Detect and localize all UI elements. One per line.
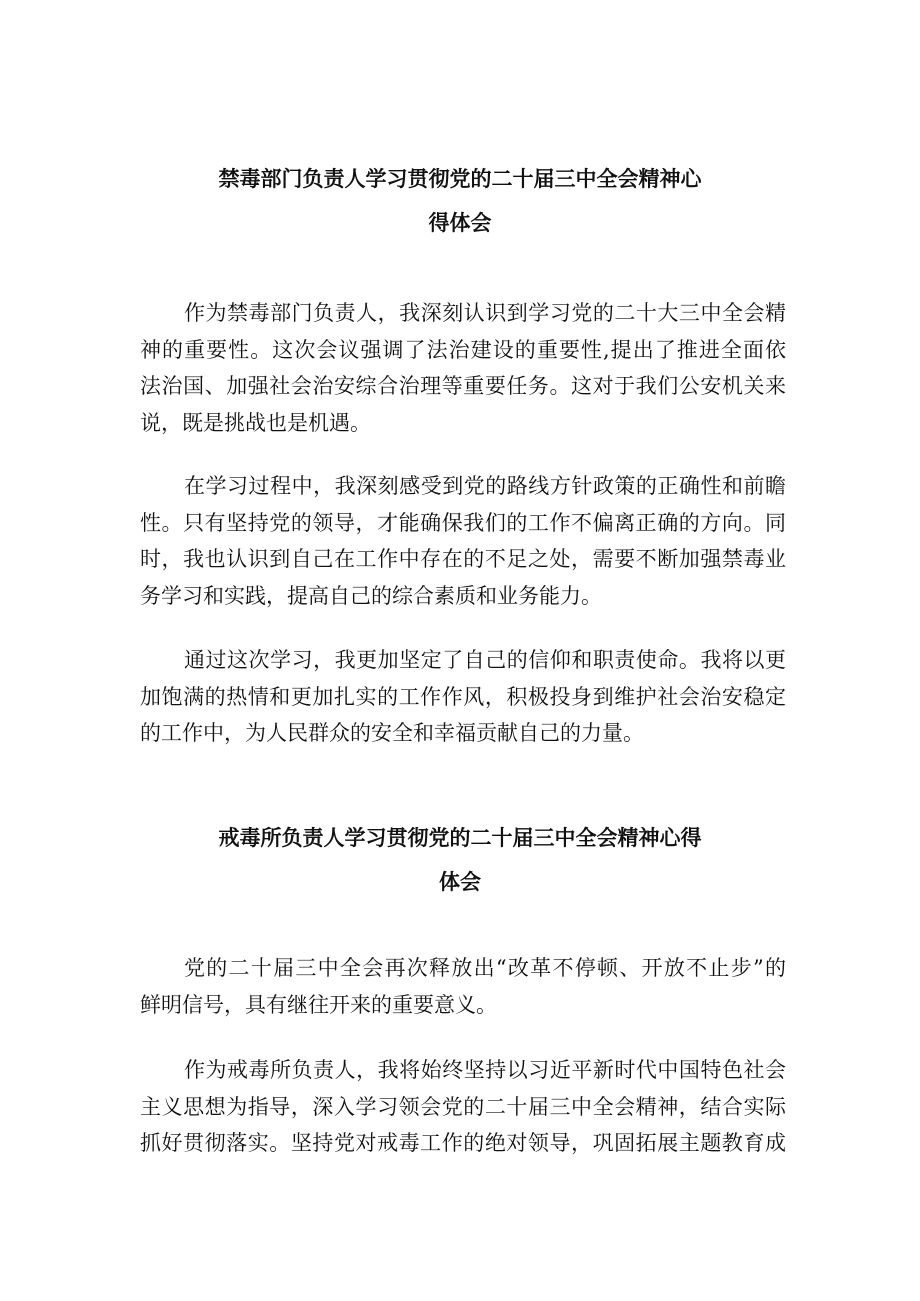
section-1-paragraph-2 [140, 468, 786, 614]
paragraph-line: 抓好贯彻落实。坚持党对戒毒工作的绝对领导，巩固拓展主题教育成 [140, 1131, 786, 1155]
paragraph-line: 通过这次学习，我更加坚定了自己的信仰和职责使命。我将以更 [184, 648, 786, 672]
paragraph-line: 说，既是挑战也是机遇。 [140, 410, 371, 435]
section-1-title-line-2: 得体会 [428, 211, 492, 235]
section-2-paragraph-2 [140, 1052, 786, 1162]
paragraph-line: 在学习过程中，我深刻感受到党的路线方针政策的正确性和前瞻 [184, 474, 786, 498]
section-1-title [150, 157, 770, 245]
paragraph-line: 时，我也认识到自己在工作中存在的不足之处，需要不断加强禁毒业 [140, 547, 786, 571]
paragraph-line: 神的重要性。这次会议强调了法治建设的重要性,提出了推进全面依 [140, 337, 786, 362]
paragraph-line: 作为禁毒部门负责人，我深刻认识到学习党的二十大三中全会精 [184, 301, 786, 325]
section-1-paragraph-3 [140, 642, 786, 752]
section-1-paragraph-1 [140, 295, 786, 441]
section-2-paragraph-1 [140, 950, 786, 1023]
paragraph-line: 法治国、加强社会治安综合治理等重要任务。这对于我们公安机关来 [140, 374, 786, 398]
paragraph-line: 的工作中，为人民群众的安全和幸福贡献自己的力量。 [140, 721, 644, 745]
paragraph-line: 加饱满的热情和更加扎实的工作作风，积极投身到维护社会治安稳定 [140, 684, 786, 709]
paragraph-line: 党的二十届三中全会再次释放出“改革不停顿、开放不止步”的 [184, 956, 786, 980]
paragraph-line: 鲜明信号，具有继往开来的重要意义。 [140, 992, 497, 1017]
paragraph-line: 性。只有坚持党的领导，才能确保我们的工作不偏离正确的方向。同 [140, 510, 786, 535]
paragraph-line: 务学习和实践，提高自己的综合素质和业务能力。 [140, 583, 602, 608]
paragraph-line: 作为戒毒所负责人，我将始终坚持以习近平新时代中国特色社会 [184, 1058, 786, 1082]
section-2-title-line-2: 体会 [439, 870, 481, 894]
section-2-title-line-1: 戒毒所负责人学习贯彻党的二十届三中全会精神心得 [218, 826, 702, 850]
section-2-title [150, 816, 770, 904]
section-1-title-line-1: 禁毒部门负责人学习贯彻党的二十届三中全会精神心 [218, 167, 702, 191]
paragraph-line: 主义思想为指导，深入学习领会党的二十届三中全会精神，结合实际 [140, 1094, 786, 1119]
